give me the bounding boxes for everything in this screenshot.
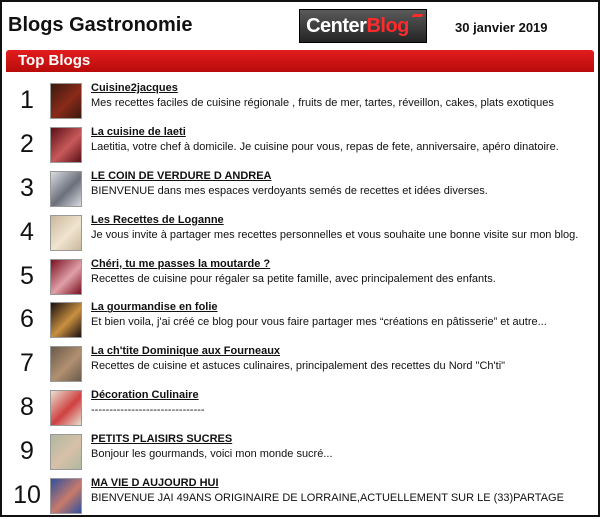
blog-thumbnail[interactable] xyxy=(50,171,82,207)
blog-thumbnail[interactable] xyxy=(50,83,82,119)
blog-list-item xyxy=(8,475,594,519)
blog-name-link[interactable]: MA VIE D AUJOURD HUI xyxy=(91,477,219,490)
blog-description: ------------------------------- xyxy=(91,404,205,417)
page-header xyxy=(2,2,598,46)
blog-name-link[interactable]: Cuisine2jacques xyxy=(91,82,178,94)
blog-list-item xyxy=(8,343,594,387)
date-label: 30 janvier 2019 xyxy=(455,20,548,35)
page-title: Blogs Gastronomie xyxy=(8,14,193,36)
rank-number: 8 xyxy=(20,393,34,422)
logo-mark-icon xyxy=(406,14,423,26)
blog-name-link[interactable]: Chéri, tu me passes la moutarde ? xyxy=(91,257,271,270)
blog-name-link[interactable]: LE COIN DE VERDURE D ANDREA xyxy=(91,169,272,182)
blog-thumbnail[interactable] xyxy=(50,478,82,514)
section-header-bar xyxy=(6,50,594,72)
blog-name-link[interactable]: La gourmandise en folie xyxy=(91,301,218,314)
section-title: Top Blogs xyxy=(18,52,91,69)
blog-name-link[interactable]: PETITS PLAISIRS SUCRES xyxy=(91,433,233,446)
blog-thumbnail[interactable] xyxy=(50,390,82,426)
rank-number: 9 xyxy=(20,437,34,466)
blog-list xyxy=(8,80,594,519)
blog-name-link[interactable]: Les Recettes de Loganne xyxy=(91,213,224,226)
blog-thumbnail[interactable] xyxy=(50,434,82,470)
blog-thumbnail[interactable] xyxy=(50,127,82,163)
blog-list-item xyxy=(8,80,594,124)
blog-description: Bonjour les gourmands, voici mon monde sucré... xyxy=(91,448,333,461)
blog-description: Et bien voila, j'ai créé ce blog pour vous faire partager mes “créations en pâtisserie” et autre... xyxy=(91,316,547,329)
blog-description: Laetitia, votre chef à domicile. Je cuisine pour vous, repas de fete, anniversaire, apéro dinatoire. xyxy=(91,140,559,153)
blog-list-item xyxy=(8,256,594,300)
blog-list-item xyxy=(8,168,594,212)
rank-number: 3 xyxy=(20,173,34,202)
blog-name-link[interactable]: La ch'tite Dominique aux Fourneaux xyxy=(91,345,281,358)
blog-description: BIENVENUE dans mes espaces verdoyants semés de recettes et idées diverses. xyxy=(91,184,488,197)
rank-number: 6 xyxy=(20,305,34,334)
blog-list-item xyxy=(8,299,594,343)
blog-name-link[interactable]: Décoration Culinaire xyxy=(91,389,199,402)
centerblog-logo[interactable] xyxy=(299,9,427,43)
blog-description: Recettes de cuisine et astuces culinaires, principalement des recettes du Nord "Ch'ti" xyxy=(91,360,506,373)
blog-list-item xyxy=(8,124,594,168)
blog-thumbnail[interactable] xyxy=(50,215,82,251)
rank-number: 1 xyxy=(20,86,34,114)
blog-name-link[interactable]: La cuisine de laeti xyxy=(91,125,186,138)
blog-description: Recettes de cuisine pour régaler sa petite famille, avec principalement des enfants. xyxy=(91,272,496,285)
rank-number: 7 xyxy=(20,349,34,378)
blog-thumbnail[interactable] xyxy=(50,346,82,382)
blog-thumbnail[interactable] xyxy=(50,259,82,295)
blog-list-item xyxy=(8,387,594,431)
blog-description: BIENVENUE JAI 49ANS ORIGINAIRE DE LORRAINE,ACTUELLEMENT SUR LE (33)PARTAGE xyxy=(91,492,564,505)
rank-number: 2 xyxy=(20,129,34,158)
blog-description: Je vous invite à partager mes recettes personnelles et vous souhaite une bonne visite sur mon blog. xyxy=(91,228,579,241)
blog-list-item xyxy=(8,212,594,256)
blog-thumbnail[interactable] xyxy=(50,302,82,338)
blog-list-item xyxy=(8,431,594,475)
logo-text-center: Center xyxy=(306,14,367,37)
logo-text-blog: Blog xyxy=(366,14,409,37)
rank-number: 4 xyxy=(20,217,34,246)
rank-number: 10 xyxy=(13,481,41,510)
rank-number: 5 xyxy=(20,261,34,290)
blog-description: Mes recettes faciles de cuisine régionale , fruits de mer, tartes, réveillon, cakes, plats exotiques xyxy=(91,97,554,109)
